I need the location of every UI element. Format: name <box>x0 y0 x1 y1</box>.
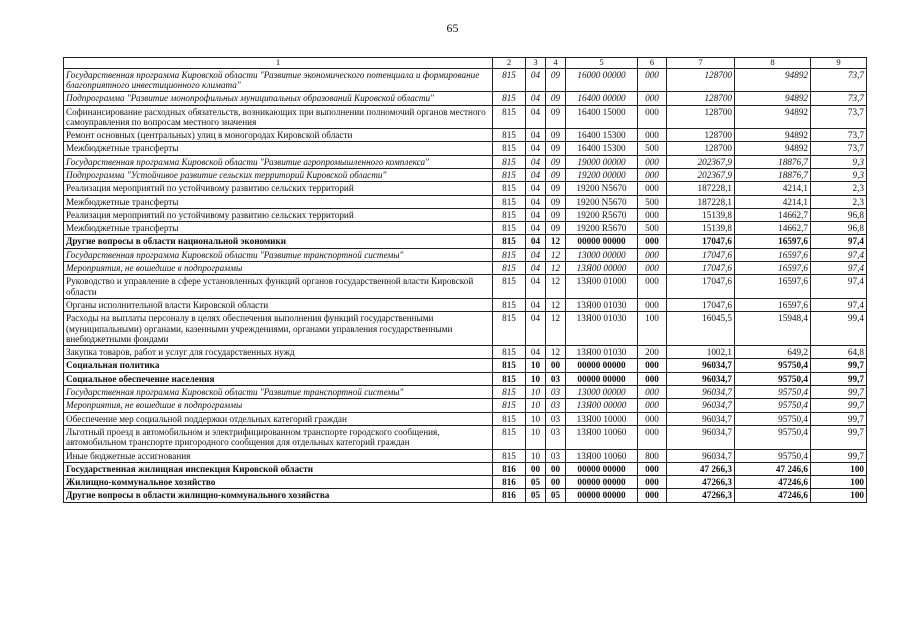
cell-admin-code: 815 <box>493 155 526 168</box>
cell-executed-amount: 18876,7 <box>735 155 811 168</box>
cell-expense-type: 000 <box>638 248 667 261</box>
cell-admin-code: 815 <box>493 68 526 92</box>
cell-execution-percent: 96,8 <box>811 222 867 235</box>
cell-section-code: 04 <box>526 169 546 182</box>
cell-execution-percent: 73,7 <box>811 68 867 92</box>
cell-subsection-code: 03 <box>546 449 566 462</box>
cell-admin-code: 815 <box>493 399 526 412</box>
cell-admin-code: 815 <box>493 262 526 275</box>
cell-execution-percent: 64,8 <box>811 346 867 359</box>
cell-section-code: 04 <box>526 248 546 261</box>
cell-execution-percent: 99,7 <box>811 386 867 399</box>
cell-item-name: Закупка товаров, работ и услуг для государственных нужд <box>64 346 493 359</box>
cell-target-article: 19200 N5670 <box>566 195 638 208</box>
cell-section-code: 04 <box>526 195 546 208</box>
cell-section-code: 04 <box>526 312 546 346</box>
cell-planned-amount: 96034,7 <box>667 425 735 449</box>
cell-target-article: 19200 N5670 <box>566 182 638 195</box>
cell-expense-type: 000 <box>638 262 667 275</box>
cell-expense-type: 500 <box>638 142 667 155</box>
table-row <box>64 476 867 489</box>
cell-item-name: Государственная программа Кировской области "Развитие агропромышленного комплекса" <box>64 155 493 168</box>
cell-expense-type: 000 <box>638 462 667 475</box>
column-header-3: 3 <box>526 58 546 69</box>
cell-admin-code: 815 <box>493 92 526 105</box>
cell-executed-amount: 16597,6 <box>735 262 811 275</box>
cell-expense-type: 500 <box>638 195 667 208</box>
cell-execution-percent: 2,3 <box>811 195 867 208</box>
cell-subsection-code: 09 <box>546 222 566 235</box>
cell-planned-amount: 17047,6 <box>667 235 735 248</box>
cell-admin-code: 815 <box>493 195 526 208</box>
cell-target-article: 00000 00000 <box>566 235 638 248</box>
cell-executed-amount: 4214,1 <box>735 182 811 195</box>
cell-section-code: 04 <box>526 298 546 311</box>
cell-subsection-code: 03 <box>546 386 566 399</box>
cell-expense-type: 200 <box>638 346 667 359</box>
cell-item-name: Государственная жилищная инспекция Кировской области <box>64 462 493 475</box>
cell-subsection-code: 05 <box>546 489 566 502</box>
cell-subsection-code: 09 <box>546 208 566 221</box>
table-row <box>64 346 867 359</box>
cell-item-name: Иные бюджетные ассигнования <box>64 449 493 462</box>
cell-target-article: 00000 00000 <box>566 489 638 502</box>
cell-execution-percent: 97,4 <box>811 275 867 299</box>
cell-target-article: 13Я00 01030 <box>566 312 638 346</box>
cell-item-name: Другие вопросы в области жилищно-коммунального хозяйства <box>64 489 493 502</box>
cell-executed-amount: 95750,4 <box>735 412 811 425</box>
cell-expense-type: 000 <box>638 169 667 182</box>
cell-admin-code: 815 <box>493 359 526 372</box>
cell-expense-type: 000 <box>638 489 667 502</box>
cell-section-code: 04 <box>526 142 546 155</box>
cell-admin-code: 815 <box>493 275 526 299</box>
cell-planned-amount: 17047,6 <box>667 275 735 299</box>
cell-section-code: 05 <box>526 476 546 489</box>
cell-target-article: 00000 00000 <box>566 462 638 475</box>
cell-execution-percent: 73,7 <box>811 142 867 155</box>
table-row <box>64 372 867 385</box>
cell-expense-type: 100 <box>638 312 667 346</box>
budget-table <box>63 57 867 503</box>
cell-target-article: 19200 R5670 <box>566 222 638 235</box>
cell-execution-percent: 9,3 <box>811 169 867 182</box>
table-row <box>64 235 867 248</box>
cell-section-code: 04 <box>526 275 546 299</box>
cell-planned-amount: 187228,1 <box>667 195 735 208</box>
cell-target-article: 16000 00000 <box>566 68 638 92</box>
cell-subsection-code: 09 <box>546 169 566 182</box>
cell-target-article: 13Я00 01030 <box>566 346 638 359</box>
cell-section-code: 04 <box>526 182 546 195</box>
cell-item-name: Льготный проезд в автомобильном и электрифицированном транспорте городского сообщения, автомобильном транспорте пригородного сообщения для отдельных категорий граждан <box>64 425 493 449</box>
cell-execution-percent: 99,7 <box>811 399 867 412</box>
cell-target-article: 13Я00 01030 <box>566 298 638 311</box>
cell-section-code: 10 <box>526 372 546 385</box>
cell-subsection-code: 09 <box>546 92 566 105</box>
cell-subsection-code: 12 <box>546 298 566 311</box>
cell-subsection-code: 09 <box>546 155 566 168</box>
cell-item-name: Социальное обеспечение населения <box>64 372 493 385</box>
cell-planned-amount: 96034,7 <box>667 359 735 372</box>
column-header-7: 7 <box>667 58 735 69</box>
cell-target-article: 13000 00000 <box>566 386 638 399</box>
cell-item-name: Реализация мероприятий по устойчивому развитию сельских территорий <box>64 208 493 221</box>
cell-executed-amount: 94892 <box>735 129 811 142</box>
cell-executed-amount: 95750,4 <box>735 449 811 462</box>
cell-planned-amount: 47 266,3 <box>667 462 735 475</box>
cell-executed-amount: 16597,6 <box>735 298 811 311</box>
cell-subsection-code: 09 <box>546 182 566 195</box>
cell-executed-amount: 94892 <box>735 105 811 129</box>
column-header-4: 4 <box>546 58 566 69</box>
cell-execution-percent: 100 <box>811 476 867 489</box>
cell-expense-type: 000 <box>638 235 667 248</box>
cell-admin-code: 815 <box>493 298 526 311</box>
cell-execution-percent: 73,7 <box>811 129 867 142</box>
cell-execution-percent: 97,4 <box>811 248 867 261</box>
cell-section-code: 04 <box>526 235 546 248</box>
table-row <box>64 386 867 399</box>
cell-executed-amount: 16597,6 <box>735 235 811 248</box>
cell-item-name: Межбюджетные трансферты <box>64 142 493 155</box>
cell-executed-amount: 95750,4 <box>735 425 811 449</box>
cell-admin-code: 815 <box>493 169 526 182</box>
cell-section-code: 10 <box>526 399 546 412</box>
cell-section-code: 04 <box>526 208 546 221</box>
cell-planned-amount: 128700 <box>667 129 735 142</box>
cell-item-name: Государственная программа Кировской области "Развитие транспортной системы" <box>64 386 493 399</box>
cell-item-name: Расходы на выплаты персоналу в целях обеспечения выполнения функций государственными (муниципальными) органами, казенными учреждениями, органами управления государственными внебюджетными фондами <box>64 312 493 346</box>
cell-execution-percent: 99,7 <box>811 372 867 385</box>
cell-executed-amount: 95750,4 <box>735 359 811 372</box>
cell-executed-amount: 94892 <box>735 142 811 155</box>
cell-subsection-code: 09 <box>546 68 566 92</box>
table-row <box>64 222 867 235</box>
cell-expense-type: 000 <box>638 105 667 129</box>
cell-subsection-code: 00 <box>546 359 566 372</box>
table-row <box>64 399 867 412</box>
cell-expense-type: 000 <box>638 425 667 449</box>
cell-subsection-code: 03 <box>546 412 566 425</box>
table-row <box>64 262 867 275</box>
cell-expense-type: 000 <box>638 412 667 425</box>
cell-expense-type: 000 <box>638 129 667 142</box>
table-row <box>64 298 867 311</box>
cell-item-name: Органы исполнительной власти Кировской области <box>64 298 493 311</box>
cell-admin-code: 816 <box>493 476 526 489</box>
cell-admin-code: 815 <box>493 425 526 449</box>
cell-admin-code: 815 <box>493 386 526 399</box>
cell-section-code: 00 <box>526 462 546 475</box>
cell-target-article: 13Я00 01000 <box>566 275 638 299</box>
cell-admin-code: 815 <box>493 312 526 346</box>
column-header-8: 8 <box>735 58 811 69</box>
cell-execution-percent: 73,7 <box>811 92 867 105</box>
cell-execution-percent: 99,7 <box>811 425 867 449</box>
cell-admin-code: 815 <box>493 129 526 142</box>
cell-admin-code: 815 <box>493 105 526 129</box>
cell-admin-code: 815 <box>493 248 526 261</box>
cell-item-name: Руководство и управление в сфере установленных функций органов государственной власти Кировской области <box>64 275 493 299</box>
cell-section-code: 10 <box>526 412 546 425</box>
table-row <box>64 462 867 475</box>
cell-item-name: Государственная программа Кировской области "Развитие экономического потенциала и формирование благоприятного инвестиционного климата" <box>64 68 493 92</box>
cell-section-code: 04 <box>526 346 546 359</box>
cell-expense-type: 000 <box>638 298 667 311</box>
cell-subsection-code: 03 <box>546 399 566 412</box>
cell-item-name: Мероприятия, не вошедшие в подпрограммы <box>64 262 493 275</box>
column-header-9: 9 <box>811 58 867 69</box>
cell-expense-type: 000 <box>638 399 667 412</box>
cell-target-article: 13Я00 00000 <box>566 262 638 275</box>
cell-admin-code: 816 <box>493 462 526 475</box>
cell-section-code: 10 <box>526 359 546 372</box>
cell-expense-type: 000 <box>638 92 667 105</box>
cell-section-code: 04 <box>526 105 546 129</box>
cell-section-code: 10 <box>526 386 546 399</box>
cell-execution-percent: 73,7 <box>811 105 867 129</box>
cell-subsection-code: 00 <box>546 462 566 475</box>
cell-execution-percent: 2,3 <box>811 182 867 195</box>
cell-admin-code: 815 <box>493 412 526 425</box>
cell-executed-amount: 649,2 <box>735 346 811 359</box>
cell-admin-code: 815 <box>493 449 526 462</box>
cell-execution-percent: 100 <box>811 489 867 502</box>
cell-expense-type: 000 <box>638 68 667 92</box>
cell-item-name: Ремонт основных (центральных) улиц в моногородах Кировской области <box>64 129 493 142</box>
cell-item-name: Другие вопросы в области национальной экономики <box>64 235 493 248</box>
cell-expense-type: 000 <box>638 182 667 195</box>
cell-admin-code: 815 <box>493 222 526 235</box>
cell-item-name: Социальная политика <box>64 359 493 372</box>
cell-target-article: 19000 00000 <box>566 155 638 168</box>
cell-subsection-code: 12 <box>546 346 566 359</box>
cell-planned-amount: 128700 <box>667 92 735 105</box>
table-row <box>64 248 867 261</box>
cell-item-name: Мероприятия, не вошедшие в подпрограммы <box>64 399 493 412</box>
table-row <box>64 142 867 155</box>
column-header-2: 2 <box>493 58 526 69</box>
table-body <box>64 68 867 502</box>
cell-item-name: Подпрограмма "Устойчивое развитие сельских территорий Кировской области" <box>64 169 493 182</box>
cell-planned-amount: 16045,5 <box>667 312 735 346</box>
cell-execution-percent: 99,7 <box>811 449 867 462</box>
cell-expense-type: 500 <box>638 222 667 235</box>
cell-admin-code: 816 <box>493 489 526 502</box>
cell-planned-amount: 96034,7 <box>667 399 735 412</box>
cell-planned-amount: 47266,3 <box>667 489 735 502</box>
table-row <box>64 449 867 462</box>
table-row <box>64 489 867 502</box>
table-row <box>64 169 867 182</box>
table-row <box>64 129 867 142</box>
cell-executed-amount: 95750,4 <box>735 386 811 399</box>
table-row <box>64 208 867 221</box>
cell-item-name: Реализация мероприятий по устойчивому развитию сельских территорий <box>64 182 493 195</box>
cell-planned-amount: 17047,6 <box>667 262 735 275</box>
cell-planned-amount: 96034,7 <box>667 412 735 425</box>
header-row <box>64 58 867 69</box>
table-row <box>64 275 867 299</box>
cell-executed-amount: 47246,6 <box>735 476 811 489</box>
cell-planned-amount: 202367,9 <box>667 155 735 168</box>
column-header-6: 6 <box>638 58 667 69</box>
cell-target-article: 00000 00000 <box>566 476 638 489</box>
column-header-5: 5 <box>566 58 638 69</box>
cell-planned-amount: 17047,6 <box>667 298 735 311</box>
table-row <box>64 412 867 425</box>
cell-target-article: 16400 15300 <box>566 129 638 142</box>
cell-expense-type: 000 <box>638 386 667 399</box>
table-row <box>64 195 867 208</box>
cell-planned-amount: 15139,8 <box>667 222 735 235</box>
table-row <box>64 312 867 346</box>
cell-admin-code: 815 <box>493 372 526 385</box>
cell-subsection-code: 12 <box>546 235 566 248</box>
cell-executed-amount: 4214,1 <box>735 195 811 208</box>
cell-target-article: 13Я00 10060 <box>566 449 638 462</box>
cell-expense-type: 000 <box>638 476 667 489</box>
cell-execution-percent: 100 <box>811 462 867 475</box>
cell-target-article: 13Я00 10000 <box>566 412 638 425</box>
cell-execution-percent: 99,7 <box>811 359 867 372</box>
cell-planned-amount: 202367,9 <box>667 169 735 182</box>
cell-planned-amount: 96034,7 <box>667 386 735 399</box>
cell-target-article: 00000 00000 <box>566 359 638 372</box>
cell-item-name: Государственная программа Кировской области "Развитие транспортной системы" <box>64 248 493 261</box>
cell-section-code: 04 <box>526 262 546 275</box>
cell-admin-code: 815 <box>493 235 526 248</box>
cell-target-article: 19200 00000 <box>566 169 638 182</box>
cell-executed-amount: 16597,6 <box>735 248 811 261</box>
cell-executed-amount: 47 246,6 <box>735 462 811 475</box>
cell-executed-amount: 15948,4 <box>735 312 811 346</box>
cell-section-code: 10 <box>526 425 546 449</box>
table-row <box>64 359 867 372</box>
cell-admin-code: 815 <box>493 142 526 155</box>
cell-planned-amount: 128700 <box>667 142 735 155</box>
cell-item-name: Подпрограмма "Развитие монопрофильных муниципальных образований Кировской области" <box>64 92 493 105</box>
table-row <box>64 105 867 129</box>
cell-subsection-code: 12 <box>546 262 566 275</box>
cell-planned-amount: 47266,3 <box>667 476 735 489</box>
cell-section-code: 04 <box>526 92 546 105</box>
cell-execution-percent: 97,4 <box>811 298 867 311</box>
cell-item-name: Жилищно-коммунальное хозяйство <box>64 476 493 489</box>
cell-executed-amount: 95750,4 <box>735 372 811 385</box>
cell-executed-amount: 94892 <box>735 68 811 92</box>
cell-item-name: Межбюджетные трансферты <box>64 195 493 208</box>
cell-target-article: 16400 00000 <box>566 92 638 105</box>
cell-section-code: 04 <box>526 155 546 168</box>
cell-planned-amount: 17047,6 <box>667 248 735 261</box>
cell-executed-amount: 16597,6 <box>735 275 811 299</box>
cell-execution-percent: 96,8 <box>811 208 867 221</box>
cell-target-article: 13000 00000 <box>566 248 638 261</box>
cell-section-code: 04 <box>526 68 546 92</box>
column-header-1: 1 <box>64 58 493 69</box>
cell-item-name: Обеспечение мер социальной поддержки отдельных категорий граждан <box>64 412 493 425</box>
table-row <box>64 155 867 168</box>
cell-execution-percent: 99,7 <box>811 412 867 425</box>
cell-item-name: Софинансирование расходных обязательств, возникающих при выполнении полномочий органов местного самоуправления по вопросам местного значения <box>64 105 493 129</box>
cell-subsection-code: 03 <box>546 372 566 385</box>
cell-section-code: 10 <box>526 449 546 462</box>
cell-subsection-code: 09 <box>546 142 566 155</box>
cell-executed-amount: 94892 <box>735 92 811 105</box>
cell-planned-amount: 187228,1 <box>667 182 735 195</box>
cell-target-article: 13Я00 00000 <box>566 399 638 412</box>
cell-admin-code: 815 <box>493 346 526 359</box>
cell-planned-amount: 96034,7 <box>667 449 735 462</box>
cell-subsection-code: 12 <box>546 248 566 261</box>
table-row <box>64 425 867 449</box>
cell-section-code: 05 <box>526 489 546 502</box>
cell-target-article: 13Я00 10060 <box>566 425 638 449</box>
cell-subsection-code: 12 <box>546 275 566 299</box>
cell-expense-type: 000 <box>638 155 667 168</box>
cell-subsection-code: 09 <box>546 105 566 129</box>
cell-executed-amount: 18876,7 <box>735 169 811 182</box>
cell-target-article: 19200 R5670 <box>566 208 638 221</box>
cell-subsection-code: 03 <box>546 425 566 449</box>
cell-admin-code: 815 <box>493 182 526 195</box>
table-row <box>64 92 867 105</box>
cell-executed-amount: 14662,7 <box>735 208 811 221</box>
cell-expense-type: 000 <box>638 208 667 221</box>
cell-expense-type: 800 <box>638 449 667 462</box>
cell-expense-type: 000 <box>638 275 667 299</box>
cell-subsection-code: 00 <box>546 476 566 489</box>
cell-expense-type: 000 <box>638 359 667 372</box>
cell-expense-type: 000 <box>638 372 667 385</box>
cell-item-name: Межбюджетные трансферты <box>64 222 493 235</box>
cell-planned-amount: 128700 <box>667 68 735 92</box>
cell-executed-amount: 14662,7 <box>735 222 811 235</box>
cell-target-article: 00000 00000 <box>566 372 638 385</box>
table-row <box>64 182 867 195</box>
table-row <box>64 68 867 92</box>
cell-admin-code: 815 <box>493 208 526 221</box>
cell-subsection-code: 09 <box>546 129 566 142</box>
cell-execution-percent: 97,4 <box>811 262 867 275</box>
cell-target-article: 16400 15000 <box>566 105 638 129</box>
cell-section-code: 04 <box>526 129 546 142</box>
cell-execution-percent: 97,4 <box>811 235 867 248</box>
cell-section-code: 04 <box>526 222 546 235</box>
cell-planned-amount: 15139,8 <box>667 208 735 221</box>
cell-planned-amount: 1002,1 <box>667 346 735 359</box>
cell-executed-amount: 95750,4 <box>735 399 811 412</box>
cell-planned-amount: 128700 <box>667 105 735 129</box>
page-number: 65 <box>446 21 459 35</box>
cell-subsection-code: 09 <box>546 195 566 208</box>
cell-target-article: 16400 15300 <box>566 142 638 155</box>
cell-executed-amount: 47246,6 <box>735 489 811 502</box>
cell-execution-percent: 99,4 <box>811 312 867 346</box>
cell-subsection-code: 12 <box>546 312 566 346</box>
cell-execution-percent: 9,3 <box>811 155 867 168</box>
cell-planned-amount: 96034,7 <box>667 372 735 385</box>
